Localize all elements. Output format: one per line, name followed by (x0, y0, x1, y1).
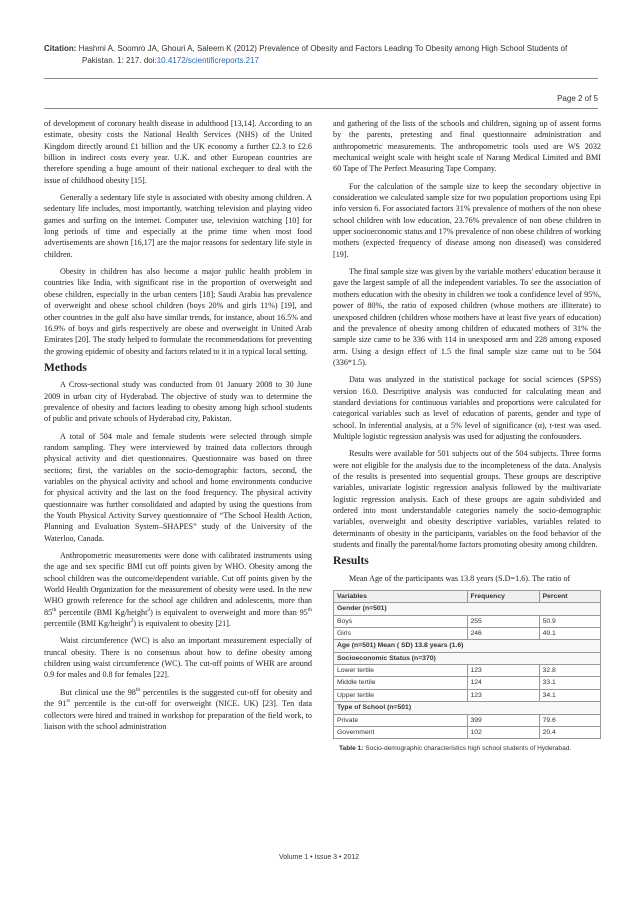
table-cell: Socioeconomic Status (n=370) (334, 652, 601, 664)
citation-text: Hashmi A, Soomro JA, Ghouri A, Saleem K (2012) Prevalence of Obesity and Factors Leading To Obesity among High School Students of (78, 44, 568, 53)
citation (44, 43, 604, 67)
text-run: percentile is the cut-off for overweight (NICE. UK) [23]. Ten data collectors were hired and trained in workshop for preparation of the field work, to liaison with the school administration (44, 699, 312, 731)
superscript: st (66, 698, 71, 705)
doi-link[interactable]: 10.4172/scientificreports.217 (156, 56, 260, 65)
results-heading: Results (333, 555, 369, 568)
caption-text: Socio-demographic characteristics high school students of Hyderabad. (363, 745, 572, 753)
table-cell: 34.1 (539, 689, 600, 701)
paragraph: The final sample size was given by the variable mothers' education because it gave the largest sample of all the independent variables. To see the association of mothers education with the obesity in children we took a confidence level of 95%, power of 80%, the ratio of exposed children (whose mothers are illiterate) to unexposed children (children whose mothers have at least five years of education) and the prevalence of obesity among children of educated mothers of 31% the sample size came to be 336 with 114 in unexposed arm and 228 among exposed arm. Using a design effect of 1.5 the final sample size came out to be 504 (336*1.5). (333, 267, 601, 367)
table-row (334, 665, 601, 677)
text-run: percentile (BMI Kg/height (44, 619, 131, 629)
table-cell: Type of School (n=501) (334, 702, 601, 714)
table-group-row (334, 603, 601, 615)
table-cell: 124 (467, 677, 539, 689)
table-row (334, 615, 601, 627)
table-cell: Boys (334, 615, 468, 627)
table-row (334, 714, 601, 726)
table-header-cell: Percent (539, 591, 600, 603)
text-run: But clinical use the 98 (60, 687, 136, 697)
page-number: Page 2 of 5 (557, 94, 598, 103)
table-cell: Gender (n=501) (334, 603, 601, 615)
footer: Volume 1 • Issue 3 • 2012 (278, 854, 359, 861)
table-cell: 32.8 (539, 665, 600, 677)
superscript: th (52, 606, 57, 613)
table-cell: Private (334, 714, 468, 726)
table-cell: 255 (467, 615, 539, 627)
table-row (334, 689, 601, 701)
table-cell: 79.6 (539, 714, 600, 726)
table-cell: 123 (467, 689, 539, 701)
table-cell: Middle tertile (334, 677, 468, 689)
table-cell: 20.4 (539, 726, 600, 738)
paragraph: For the calculation of the sample size to keep the secondary objective in consideration we calculated sample size for two population proportions using Epi info version 6. For associated factors 31% prevalence of mothers of the non obese school children with low education, 23.76% prevalence of non obese children in upper socioeconomic status and 17% prevalence of non obese children of working mothers (expected frequency of disease among non diseased) was considered [19]. (333, 181, 601, 259)
table-cell: Age (n=501) Mean ( SD) 13.8 years (1.6) (334, 640, 601, 652)
superscript: th (307, 606, 312, 613)
table-cell: 102 (467, 726, 539, 738)
paragraph: Waist circumference (WC) is also an important measurement especially of truncal obesity. There is no consensus about how to define obesity among children using waist circumference (WC). The cut-off points of WHR are around 0.9 for males and 0.8 for females [22]. (44, 636, 312, 680)
paragraph: and gathering of the lists of the schools and children, signing up of assent forms by the parents, pretesting and final questionnaire administration and anthropometric measurements. The anthropometric tools used are WS 2032 mechanical weight scale with height scale of Narang Medical Limited and BMI 60 Tape of The Perfect Measuring Tape Company. (333, 119, 601, 174)
paragraph (44, 550, 312, 629)
table-header-cell: Frequency (467, 591, 539, 603)
right-column (333, 118, 601, 755)
socio-demographic-table (333, 590, 601, 739)
text-run: percentile (BMI Kg/height (56, 607, 148, 617)
table-cell: 123 (467, 665, 539, 677)
table-row (334, 677, 601, 689)
table-cell: 50.9 (539, 615, 600, 627)
table-cell: 399 (467, 714, 539, 726)
text-run: ) is equivalent to obesity [21]. (133, 619, 231, 629)
citation-journal-line (44, 55, 604, 67)
paragraph (44, 687, 312, 732)
superscript: 2 (130, 618, 134, 625)
table-group-row (334, 702, 601, 714)
table-cell: 33.1 (539, 677, 600, 689)
text-run: Anthropometric measurements were done with calibrated instruments using the age and sex specific BMI cut off points given by WHO. Obesity among the school children was the outcome/dependent variable. Cut off points given by the World Health Organization for the measurement of obesity were used. In the new WHO growth reference for the school age children and adolescents, more than 85 (44, 551, 312, 617)
paragraph: Mean Age of the participants was 13.8 years (S.D=1.6). The ratio of (349, 573, 571, 583)
header-divider-lower (44, 108, 598, 109)
left-column (44, 118, 312, 738)
superscript: 2 (147, 606, 151, 613)
table-header-cell: Variables (334, 591, 468, 603)
superscript: th (135, 686, 141, 693)
table-group-row (334, 640, 601, 652)
paragraph: Generally a sedentary life style is associated with obesity among children. A sedentary life includes, most importantly, watching television and playing video games and surfing on the internet. Computer use, television watching [10] for long periods of time and especially at the prime time when most food advertisements are shown [16,17] are the major reasons for sedentary life style in children. (44, 193, 312, 259)
caption-label: Table 1: (339, 745, 364, 753)
table-caption (333, 743, 601, 754)
paragraph: of development of coronary health disease in adulthood [13,14]. According to an estimate, obesity costs the National Health Services (NHS) of the United Kingdom directly around £1 billion and the UK economy a further £2.3 to £2.6 billion in indirect costs every year. U.K. and other European countries are therefore spending a huge amount of their national exchequer to deal with the issue of childhood obesity [15]. (44, 119, 312, 185)
table-group-row (334, 652, 601, 664)
table-cell: Lower tertile (334, 665, 468, 677)
table-cell: Upper tertile (334, 689, 468, 701)
citation-label: Citation: (44, 44, 77, 53)
table-header-row (334, 591, 601, 603)
paragraph: A total of 504 male and female students were selected through simple random sampling. They were interviewed by trained data collectors through physical activity and diet questionnaires. Questionnaire was based on three sections; first, the variables on the socio-demographic factors, second, the variables on the physical activity and school and home environments conducive for physical activity and the last on the food frequency. The physical activity questionnaire was further consolidated and adapted by using the questions from the Youth Physical Activity Survey questionnaire of “The School Health Action, Planning and Evaluation System–SHAPES” study of the University of the Waterloo, Canada. (44, 431, 312, 543)
methods-heading: Methods (44, 361, 87, 374)
table-cell: Girls (334, 628, 468, 640)
text-run: percentiles is the suggested cut-off for obesity and the 91 (44, 687, 312, 709)
paragraph: Results were available for 501 subjects out of the 504 subjects. Three forms were not eligible for the analysis due to the incompleteness of the data. Analysis of the results is presented into sequential groups. These groups are descriptive variables, univariate logistic regression analysis followed by the multivariate logistic regression analysis. Each of these groups are again subdivided and ordered into most understandable categories namely the socio-demographic variables, overweight and obesity descriptive variables, variables related to determinants of obesity in the participants, variables on the food behavior of the students and finally the parental/home factors promoting obesity among children. (333, 449, 601, 550)
table-cell: 246 (467, 628, 539, 640)
citation-journal: Pakistan. 1: 217. doi: (82, 56, 157, 65)
paragraph: A Cross-sectional study was conducted from 01 January 2008 to 30 June 2009 in urban city of Hyderabad. The objective of study was to determine the prevalence of obesity and factors leading to obesity among high school students of public and private schools of Hyderabad city, Pakistan. (44, 380, 312, 424)
paragraph: Obesity in children has also become a major public health problem in countries like India, with significant rise in the proportion of overweight and obese children, especially in the urban centers [18]; Saudi Arabia has prevalence of overweight and obese school children (boys 20% and girls 11%) [19], and other countries in the gulf also have similar trends, for instance, about 16.5% and 16.9% of boys and girls respectively are obese and overweight in United Arab Emirates [20]. The study helped to formulate the recommendations for preventing the growing epidemic of obesity and factors related to it in a typical local setting. (44, 267, 312, 356)
table-cell: 49.1 (539, 628, 600, 640)
paragraph: Data was analyzed in the statistical package for social sciences (SPSS) version 16.0. Descriptive analysis was conducted for calculating mean and standard deviations for continuous variables and proportions were calculated for categorical variables such as level of education of parents, gender and type of school. In inferential analysis, at a 5% level of significance (α), t-test was used. Multiple logistic regression analysis was used for adjusting the confounders. (333, 375, 601, 441)
table-cell: Government (334, 726, 468, 738)
table-row (334, 726, 601, 738)
header-divider (44, 78, 598, 79)
table-row (334, 628, 601, 640)
text-run: ) is equivalent to overweight and more than 95 (150, 607, 308, 617)
